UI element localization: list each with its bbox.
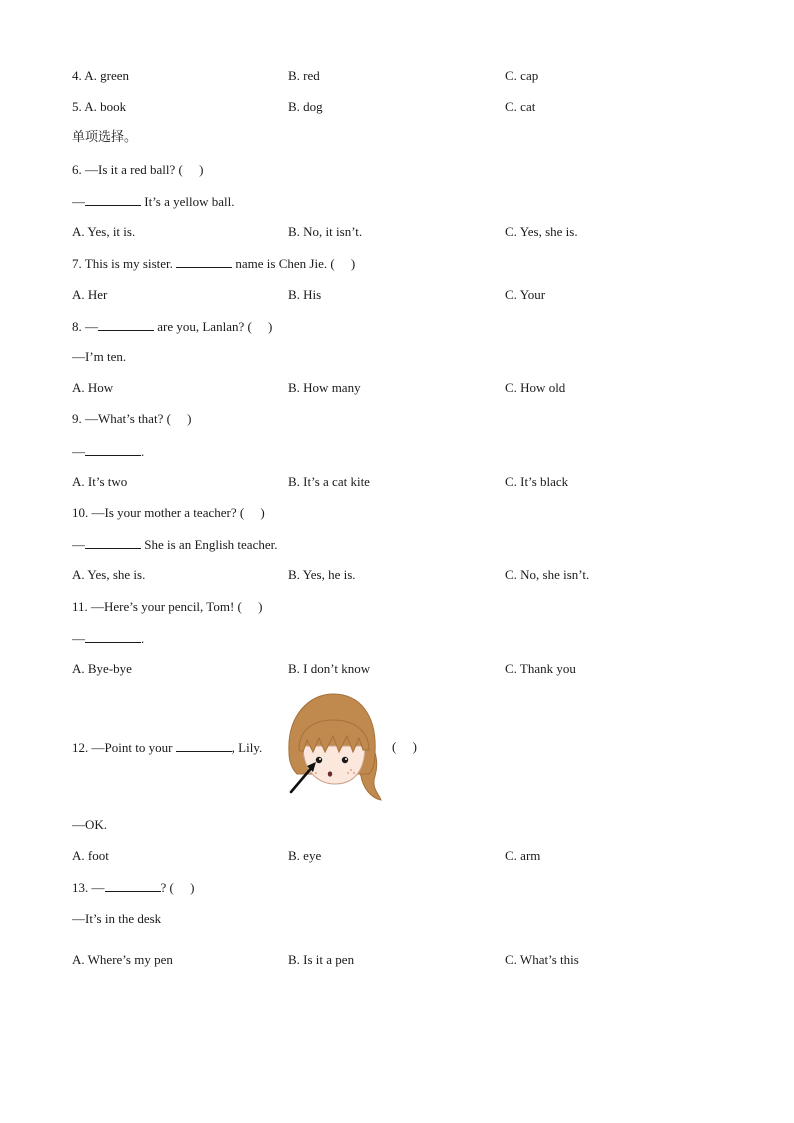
q8-reply: —I’m ten. [72, 349, 127, 364]
q7-answer-blank [176, 255, 232, 268]
q8-answer-blank [98, 318, 154, 331]
q8-option-a: A. How [72, 380, 114, 395]
q10-option-a: A. Yes, she is. [72, 567, 146, 582]
q4-option-b: B. red [288, 68, 320, 83]
q9-reply-end: . [141, 444, 145, 459]
q6-option-b: B. No, it isn’t. [288, 224, 363, 239]
q9-option-c: C. It’s black [505, 474, 569, 489]
q6-option-c: C. Yes, she is. [505, 224, 578, 239]
q6-stem: 6. —Is it a red ball? ( ) [72, 162, 204, 177]
q6-reply [72, 193, 235, 210]
q7-stem [72, 255, 355, 272]
q10-answer-blank [85, 536, 141, 549]
question-13-options [72, 952, 722, 968]
section-heading: 单项选择。 [72, 130, 138, 145]
q8-stem [72, 318, 272, 335]
q13-stem [72, 879, 194, 896]
q6-dash: — [72, 194, 85, 209]
q6-answer-blank [85, 193, 141, 206]
q10-reply [72, 536, 277, 553]
q13-reply: —It’s in the desk [72, 911, 162, 926]
q7-stem-before: 7. This is my sister. [72, 256, 177, 271]
q13-option-b: B. Is it a pen [288, 952, 355, 967]
q11-reply-end: . [141, 631, 145, 646]
q11-reply [72, 630, 144, 647]
q9-option-a: A. It’s two [72, 474, 128, 489]
question-8-options [72, 380, 722, 396]
q13-stem-before: 13. — [72, 880, 105, 895]
q13-stem-after: ? ( ) [160, 880, 195, 895]
q12-answer-blank [176, 739, 232, 752]
q7-option-a: A. Her [72, 287, 108, 302]
question-4-options [72, 68, 722, 84]
q11-dash: — [72, 631, 85, 646]
q12-stem [72, 739, 262, 756]
q5-option-c: C. cat [505, 99, 536, 114]
q5-option-b: B. dog [288, 99, 323, 114]
q7-option-b: B. His [288, 287, 322, 302]
q11-option-b: B. I don’t know [288, 661, 371, 676]
q12-stem-before: 12. —Point to your [72, 740, 176, 755]
q8-stem-before: 8. — [72, 319, 98, 334]
q12-reply: —OK. [72, 817, 108, 832]
q10-dash: — [72, 537, 85, 552]
q9-dash: — [72, 444, 85, 459]
q12-stem-after: , Lily. [231, 740, 263, 755]
q13-option-a: A. Where’s my pen [72, 952, 173, 967]
q10-stem: 10. —Is your mother a teacher? ( ) [72, 505, 265, 520]
q13-option-c: C. What’s this [505, 952, 579, 967]
q10-reply-text: She is an English teacher. [141, 537, 278, 552]
q9-reply [72, 443, 144, 460]
question-12-options [72, 848, 722, 864]
q9-option-b: B. It’s a cat kite [288, 474, 370, 489]
q6-option-a: A. Yes, it is. [72, 224, 136, 239]
q10-option-c: C. No, she isn’t. [505, 567, 590, 582]
q11-stem: 11. —Here’s your pencil, Tom! ( ) [72, 599, 263, 614]
question-9-options [72, 474, 722, 490]
q8-option-c: C. How old [505, 380, 566, 395]
question-10-options [72, 567, 722, 583]
q12-option-c: C. arm [505, 848, 541, 863]
q12-answer-paren: ( ) [392, 739, 417, 754]
q8-option-b: B. How many [288, 380, 361, 395]
q11-answer-blank [85, 630, 141, 643]
girl-face-illustration [283, 690, 385, 802]
question-6-options [72, 224, 722, 240]
q7-option-c: C. Your [505, 287, 546, 302]
q9-answer-blank [85, 443, 141, 456]
question-7-options [72, 287, 722, 303]
q12-option-a: A. foot [72, 848, 109, 863]
q5-option-a: 5. A. book [72, 99, 127, 114]
q10-option-b: B. Yes, he is. [288, 567, 356, 582]
question-5-options [72, 99, 722, 115]
q11-option-c: C. Thank you [505, 661, 576, 676]
q6-reply-text: It’s a yellow ball. [141, 194, 235, 209]
q9-stem: 9. —What’s that? ( ) [72, 411, 192, 426]
question-11-options [72, 661, 722, 677]
q4-option-c: C. cap [505, 68, 539, 83]
q8-stem-after: are you, Lanlan? ( ) [154, 319, 273, 334]
q4-option-a: 4. A. green [72, 68, 130, 83]
q7-stem-after: name is Chen Jie. ( ) [232, 256, 356, 271]
q11-option-a: A. Bye-bye [72, 661, 132, 676]
q13-answer-blank [105, 879, 161, 892]
q12-option-b: B. eye [288, 848, 322, 863]
